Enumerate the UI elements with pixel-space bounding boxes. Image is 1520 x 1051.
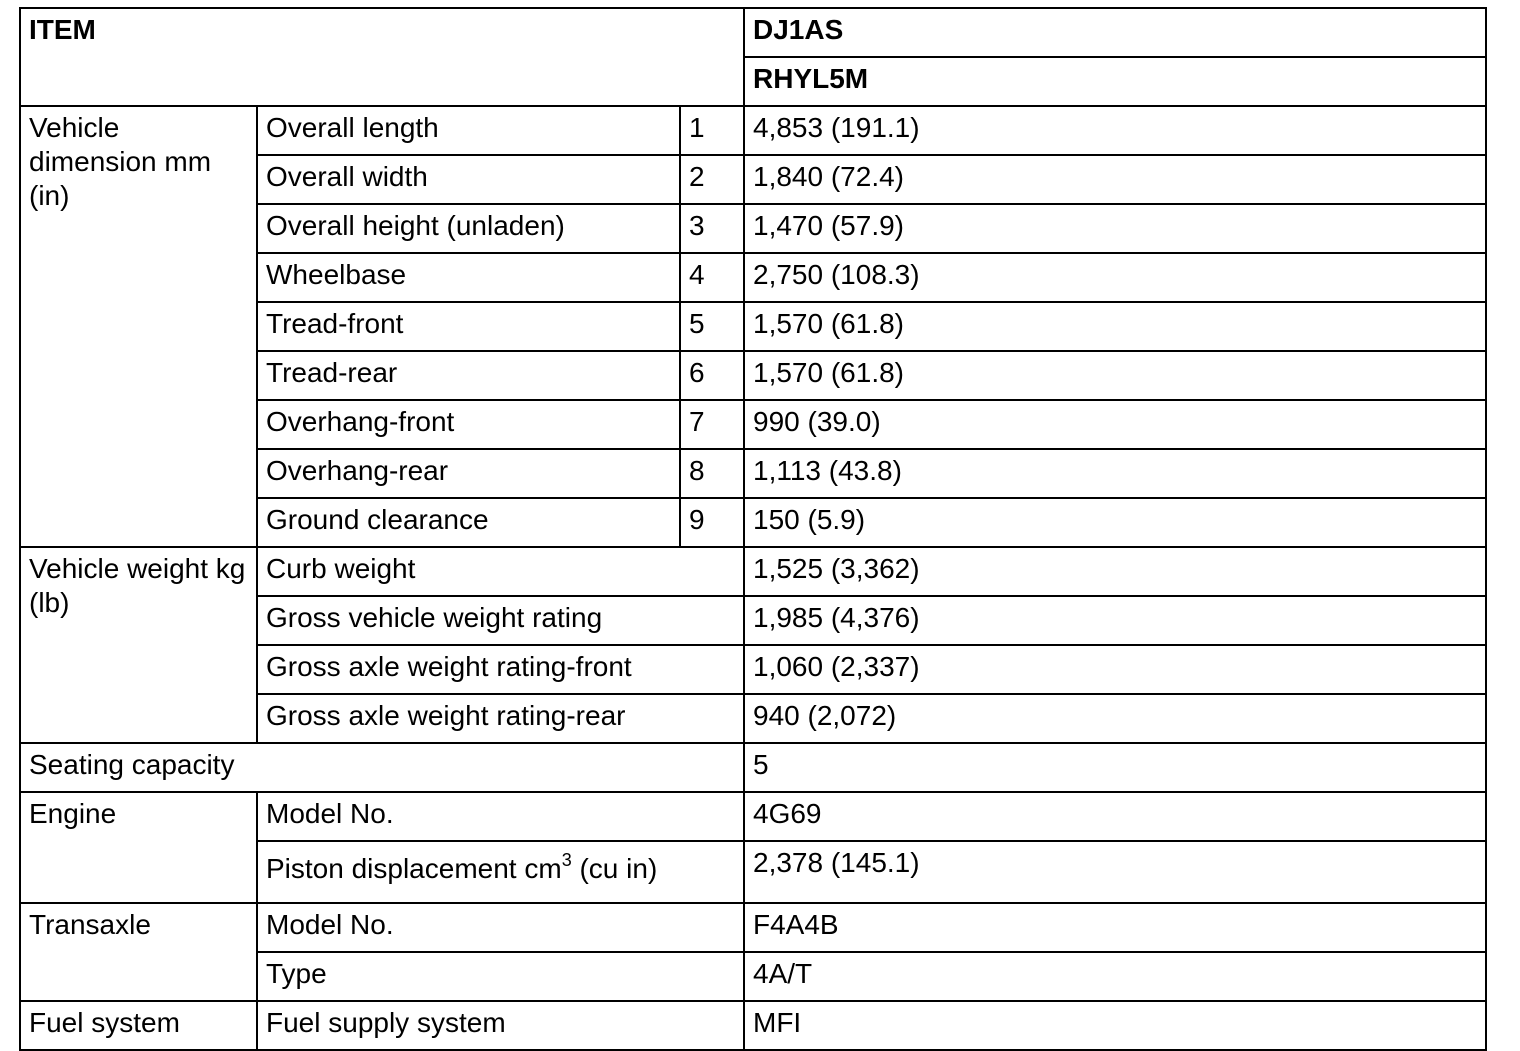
spec-value: 1,570 (61.8) — [744, 302, 1486, 351]
seating-value: 5 — [744, 743, 1486, 792]
spec-number: 4 — [680, 253, 744, 302]
spec-label: Gross axle weight rating-front — [257, 645, 744, 694]
spec-label: Overhang-rear — [257, 449, 680, 498]
table-row — [20, 547, 1486, 596]
spec-number: 9 — [680, 498, 744, 547]
spec-label: Gross vehicle weight rating — [257, 596, 744, 645]
spec-label: Gross axle weight rating-rear — [257, 694, 744, 743]
table-row — [20, 743, 1486, 792]
spec-label: Model No. — [257, 903, 744, 952]
engine-group-label: Engine — [20, 792, 257, 903]
spec-value: F4A4B — [744, 903, 1486, 952]
spec-label: Fuel supply system — [257, 1001, 744, 1050]
spec-number: 8 — [680, 449, 744, 498]
spec-label: Overall length — [257, 106, 680, 155]
spec-label: Model No. — [257, 792, 744, 841]
spec-number: 1 — [680, 106, 744, 155]
spec-label: Overall width — [257, 155, 680, 204]
spec-value: 1,985 (4,376) — [744, 596, 1486, 645]
spec-number: 5 — [680, 302, 744, 351]
displacement-label — [257, 841, 744, 903]
spec-value: 1,840 (72.4) — [744, 155, 1486, 204]
fuel-group-label: Fuel system — [20, 1001, 257, 1050]
spec-value: 990 (39.0) — [744, 400, 1486, 449]
specifications-table — [19, 7, 1487, 1051]
spec-value: 2,378 (145.1) — [744, 841, 1486, 903]
spec-value: 4,853 (191.1) — [744, 106, 1486, 155]
spec-value: 4G69 — [744, 792, 1486, 841]
spec-label: Overhang-front — [257, 400, 680, 449]
spec-value: 1,525 (3,362) — [744, 547, 1486, 596]
weight-group-label: Vehicle weight kg (lb) — [20, 547, 257, 743]
item-header: ITEM — [20, 8, 744, 106]
spec-value: 1,570 (61.8) — [744, 351, 1486, 400]
displacement-label-unit: (cu in) — [571, 853, 658, 884]
spec-value: 4A/T — [744, 952, 1486, 1001]
spec-value: 1,470 (57.9) — [744, 204, 1486, 253]
table-row — [20, 903, 1486, 952]
spec-number: 2 — [680, 155, 744, 204]
spec-value: 2,750 (108.3) — [744, 253, 1486, 302]
spec-label: Overall height (unladen) — [257, 204, 680, 253]
model-code-header: DJ1AS — [744, 8, 1486, 57]
seating-label: Seating capacity — [20, 743, 744, 792]
spec-value: 1,060 (2,337) — [744, 645, 1486, 694]
model-variant-header: RHYL5M — [744, 57, 1486, 106]
spec-value: 940 (2,072) — [744, 694, 1486, 743]
spec-label: Tread-rear — [257, 351, 680, 400]
spec-value: MFI — [744, 1001, 1486, 1050]
dimension-group-label: Vehicle dimension mm (in) — [20, 106, 257, 547]
spec-label: Tread-front — [257, 302, 680, 351]
spec-label: Curb weight — [257, 547, 744, 596]
header-row — [20, 8, 1486, 57]
table-row — [20, 792, 1486, 841]
table-row — [20, 1001, 1486, 1050]
spec-label: Wheelbase — [257, 253, 680, 302]
spec-value: 150 (5.9) — [744, 498, 1486, 547]
spec-value: 1,113 (43.8) — [744, 449, 1486, 498]
spec-number: 3 — [680, 204, 744, 253]
spec-label: Ground clearance — [257, 498, 680, 547]
spec-number: 6 — [680, 351, 744, 400]
displacement-label-superscript: 3 — [561, 850, 572, 870]
displacement-label-text: Piston displacement cm — [266, 853, 562, 884]
spec-label: Type — [257, 952, 744, 1001]
table-row — [20, 106, 1486, 155]
spec-number: 7 — [680, 400, 744, 449]
transaxle-group-label: Transaxle — [20, 903, 257, 1001]
